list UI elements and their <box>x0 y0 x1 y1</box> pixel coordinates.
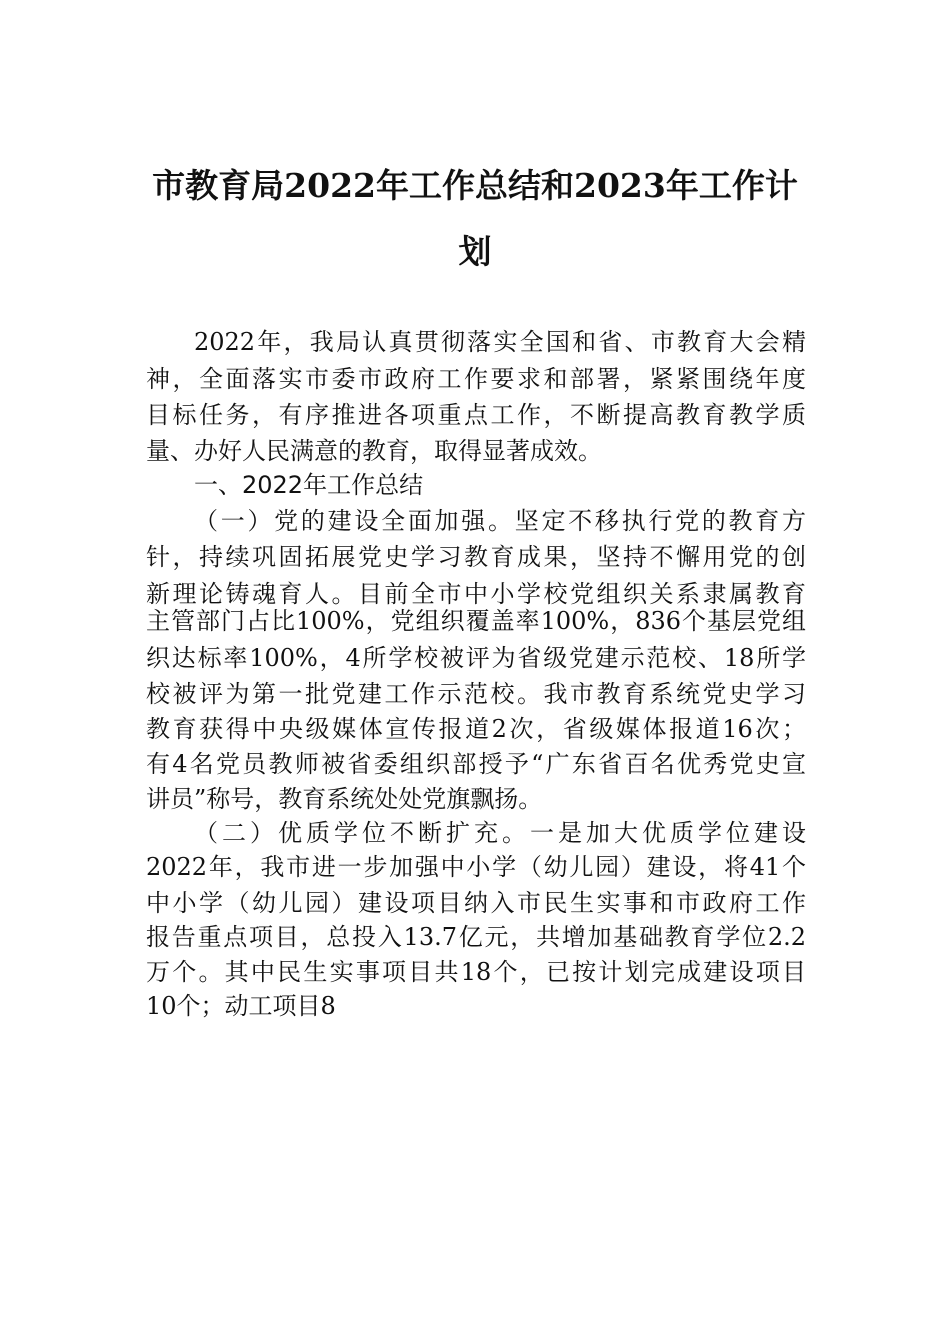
para1-line-1: （一）党的建设全面加强。坚定不移执行党的教育方 <box>194 507 806 535</box>
document-title-line-2: 划 <box>458 232 492 271</box>
para2-line-4: 报告重点项目，总投入13.7亿元，共增加基础教育学位2.2 <box>146 923 806 951</box>
para1-line-6: 校被评为第一批党建工作示范校。我市教育系统党史学习 <box>146 680 806 708</box>
para1-line-5: 织达标率100%，4所学校被评为省级党建示范校、18所学 <box>146 644 806 672</box>
para1-line-9: 讲员”称号，教育系统处处党旗飘扬。 <box>146 785 543 813</box>
section-heading: 一、2022年工作总结 <box>194 471 424 499</box>
intro-line-4: 量、办好人民满意的教育，取得显著成效。 <box>146 437 602 465</box>
para1-line-2: 针，持续巩固拓展党史学习教育成果，坚持不懈用党的创 <box>146 543 806 571</box>
document-title-line-1: 市教育局2022年工作总结和2023年工作计 <box>152 166 798 205</box>
para1-line-4: 主管部门占比100%，党组织覆盖率100%，836个基层党组 <box>146 607 806 635</box>
para2-line-3: 中小学（幼儿园）建设项目纳入市民生实事和市政府工作 <box>146 889 806 917</box>
para2-line-6: 10个；动工项目8 <box>146 992 336 1020</box>
intro-line-1: 2022年，我局认真贯彻落实全国和省、市教育大会精 <box>194 328 806 356</box>
intro-line-3: 目标任务，有序推进各项重点工作，不断提高教育教学质 <box>146 401 806 429</box>
para1-line-7: 教育获得中央级媒体宣传报道2次，省级媒体报道16次； <box>146 715 806 743</box>
intro-line-2: 神，全面落实市委市政府工作要求和部署，紧紧围绕年度 <box>146 365 806 393</box>
para1-line-3: 新理论铸魂育人。目前全市中小学校党组织关系隶属教育 <box>146 580 806 608</box>
para2-line-5: 万个。其中民生实事项目共18个，已按计划完成建设项目 <box>146 958 806 986</box>
para1-line-8: 有4名党员教师被省委组织部授予“广东省百名优秀党史宣 <box>146 750 806 778</box>
para2-line-2: 2022年，我市进一步加强中小学（幼儿园）建设，将41个 <box>146 853 806 881</box>
para2-line-1: （二）优质学位不断扩充。一是加大优质学位建设 <box>194 819 806 847</box>
